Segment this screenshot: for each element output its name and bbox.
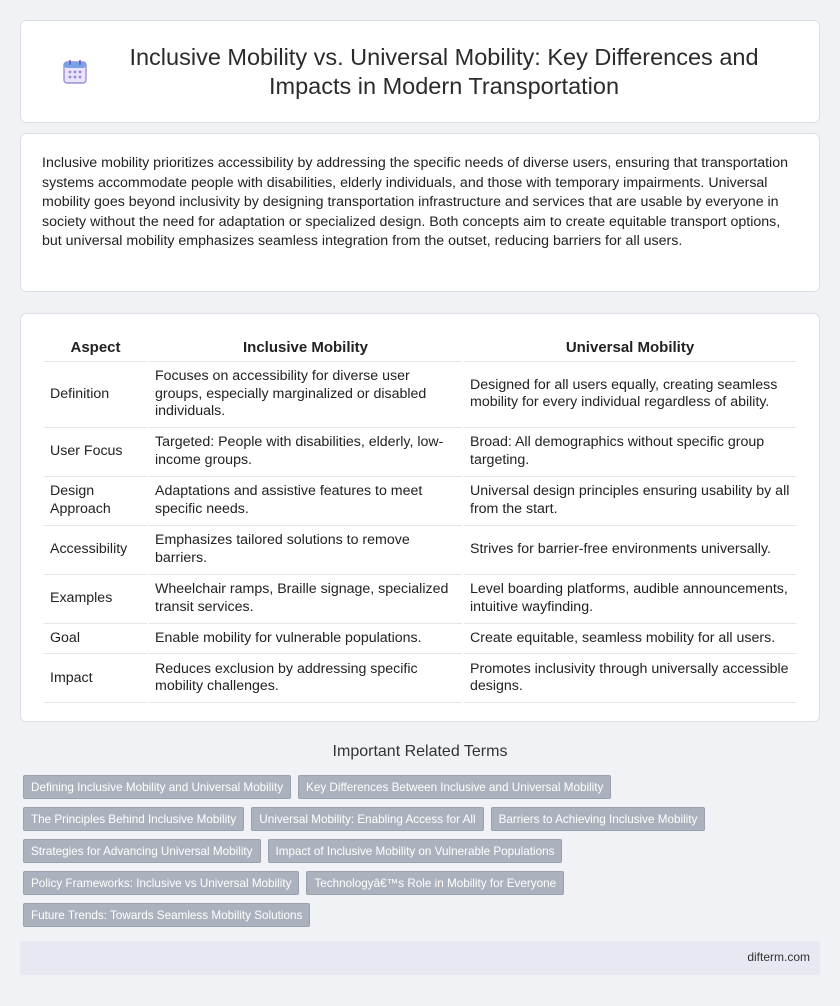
comparison-table (42, 333, 798, 703)
header-aspect: Aspect (44, 333, 147, 362)
cell-aspect: Design Approach (44, 477, 147, 526)
table-row (44, 477, 796, 526)
cell-universal: Level boarding platforms, audible announcements, intuitive wayfinding. (464, 575, 796, 624)
related-term-link[interactable]: Strategies for Advancing Universal Mobility (23, 839, 261, 863)
intro-card (20, 133, 820, 292)
cell-aspect: Impact (44, 654, 147, 703)
cell-aspect: Examples (44, 575, 147, 624)
cell-inclusive: Focuses on accessibility for diverse user groups, especially marginalized or disabled individuals. (149, 362, 462, 428)
footer (20, 941, 820, 975)
related-terms-heading: Important Related Terms (332, 743, 508, 760)
comparison-card (20, 313, 820, 722)
related-term-link[interactable]: The Principles Behind Inclusive Mobility (23, 807, 244, 831)
related-term-link[interactable]: Impact of Inclusive Mobility on Vulnerable Populations (268, 839, 563, 863)
cell-inclusive: Enable mobility for vulnerable populations. (149, 624, 462, 655)
cell-universal: Designed for all users equally, creating seamless mobility for every individual regardless of ability. (464, 362, 796, 428)
related-terms-section (20, 740, 820, 935)
table-row (44, 624, 796, 655)
cell-universal: Universal design principles ensuring usability by all from the start. (464, 477, 796, 526)
table-header-row (44, 333, 796, 362)
related-terms-list (20, 775, 820, 935)
cell-aspect: User Focus (44, 428, 147, 477)
cell-universal: Create equitable, seamless mobility for all users. (464, 624, 796, 655)
related-term-link[interactable]: Defining Inclusive Mobility and Universal Mobility (23, 775, 291, 799)
cell-aspect: Definition (44, 362, 147, 428)
intro-paragraph: Inclusive mobility prioritizes accessibility by addressing the specific needs of diverse users, ensuring that transportation systems accommodate people with disabilities, elderly individuals, and those with temporary impairments. Universal mobility goes beyond inclusivity by designing transportation infrastructure and services that are usable by everyone in society without the need for adaptation or specialized design. Both concepts aim to create equitable transport options, but universal mobility emphasizes seamless integration from the outset, reducing barriers for all users. (42, 155, 788, 250)
table-row (44, 526, 796, 575)
cell-inclusive: Adaptations and assistive features to meet specific needs. (149, 477, 462, 526)
related-term-link[interactable]: Technologyâ€™s Role in Mobility for Everyone (306, 871, 564, 895)
cell-universal: Strives for barrier-free environments universally. (464, 526, 796, 575)
cell-inclusive: Emphasizes tailored solutions to remove barriers. (149, 526, 462, 575)
header-universal: Universal Mobility (464, 333, 796, 362)
related-term-link[interactable]: Barriers to Achieving Inclusive Mobility (491, 807, 706, 831)
cell-aspect: Accessibility (44, 526, 147, 575)
related-term-link[interactable]: Future Trends: Towards Seamless Mobility Solutions (23, 903, 310, 927)
cell-inclusive: Reduces exclusion by addressing specific mobility challenges. (149, 654, 462, 703)
title-card (20, 20, 820, 123)
page-title: Inclusive Mobility vs. Universal Mobility: Key Differences and Impacts in Modern Transportation (129, 43, 759, 99)
table-row (44, 362, 796, 428)
related-term-link[interactable]: Key Differences Between Inclusive and Universal Mobility (298, 775, 611, 799)
title-row (21, 21, 819, 122)
footer-site-link[interactable]: difterm.com (747, 950, 810, 964)
table-row (44, 654, 796, 703)
cell-aspect: Goal (44, 624, 147, 655)
cell-inclusive: Wheelchair ramps, Braille signage, specialized transit services. (149, 575, 462, 624)
header-inclusive: Inclusive Mobility (149, 333, 462, 362)
table-row (44, 575, 796, 624)
calendar-icon (61, 58, 89, 86)
related-term-link[interactable]: Universal Mobility: Enabling Access for All (251, 807, 483, 831)
related-term-link[interactable]: Policy Frameworks: Inclusive vs Universal Mobility (23, 871, 299, 895)
table-row (44, 428, 796, 477)
cell-universal: Broad: All demographics without specific group targeting. (464, 428, 796, 477)
cell-inclusive: Targeted: People with disabilities, elderly, low-income groups. (149, 428, 462, 477)
cell-universal: Promotes inclusivity through universally accessible designs. (464, 654, 796, 703)
